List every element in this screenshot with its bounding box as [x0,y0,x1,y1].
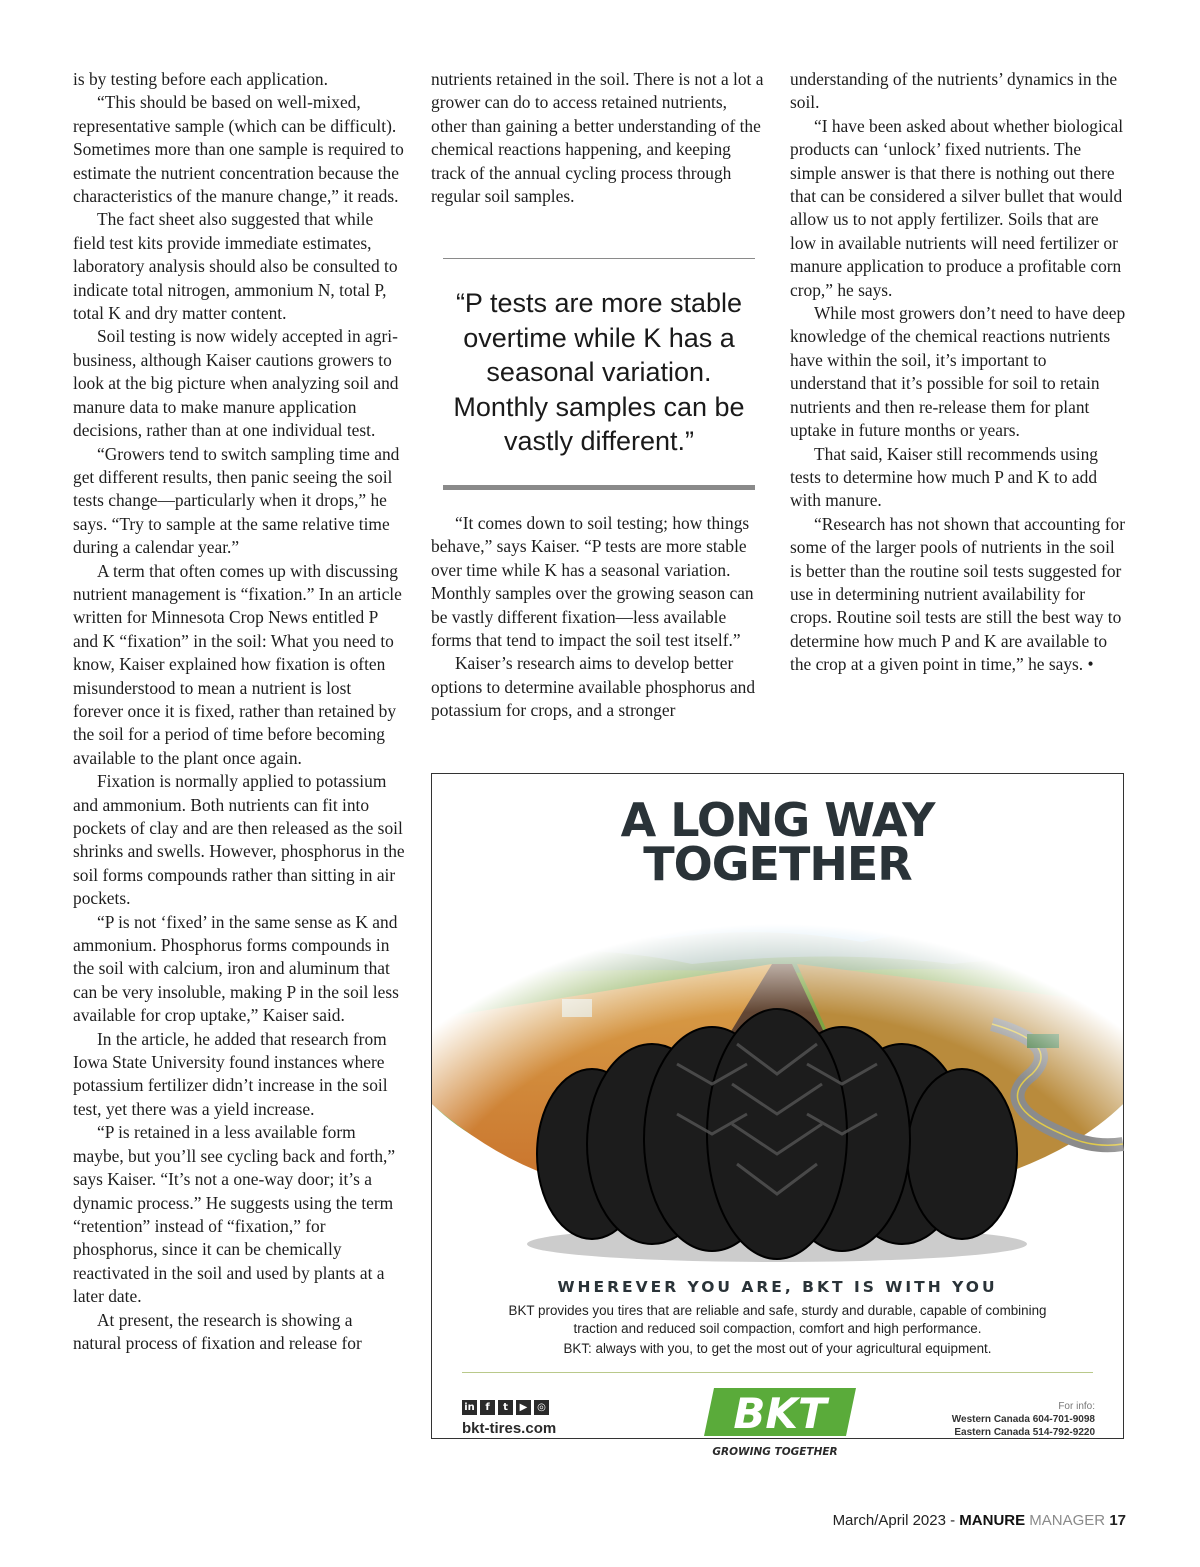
article-column-2-top [431,68,767,208]
issue-date: March/April 2023 - [832,1512,960,1529]
paragraph: While most growers don’t need to have deep knowledge of the chemical reactions nutrients have within the soil, it’s important to understand that it’s possible for soil to retain nutrients and then re-release them for plant uptake in future months or years. [790,303,1126,441]
paragraph: A term that often comes up with discussing nutrient management is “fixation.” In an article written for Minnesota Crop News entitled P and K “fixation” in the soil: What you need to know, Kaiser explained how fixation is often misunderstood to mean a nutrient is lost forever once it is fixed, rather than retained by the soil for a period of time before becoming available to the plant once again. [73,560,402,768]
ad-description-2: BKT: always with you, to get the most out of your agricultural equipment. [563,1341,992,1356]
website-link[interactable]: bkt-tires.com [462,1420,557,1437]
paragraph: At present, the research is showing a natural process of fixation and release for [73,1309,362,1353]
paragraph: Fixation is normally applied to potassium and ammonium. Both nutrients can fit into pockets of clay and are then released as the soil shrinks and swells. However, phosphorus in the soil forms compounds rather than sitting in air pockets. [73,771,405,909]
bkt-advertisement[interactable] [431,773,1124,1458]
page-number: 17 [1109,1512,1126,1529]
paragraph: Soil testing is now widely accepted in agri-business, although Kaiser cautions growers to look at the big picture when analyzing soil and manure data to make manure application decisions, rather than at one individual test. [73,326,399,441]
article-column-1 [73,68,405,1355]
paragraph: understanding of the nutrients’ dynamics in the soil. [790,69,1118,113]
logo-tagline: GROWING TOGETHER [712,1446,838,1458]
ad-description: BKT provides you tires that are reliable and safe, sturdy and durable, capable of combining traction and reduced soil compaction, comfort and high performance. [508,1303,1047,1336]
eastern-canada-phone: Eastern Canada 514-792-9220 [954,1427,1095,1438]
paragraph: nutrients retained in the soil. There is not a lot a grower can do to access retained nutrients, other than gaining a better understanding of the chemical reactions happening, and keeping track of the annual cycling process through regular soil samples. [431,69,764,207]
ad-headline [432,793,1123,891]
paragraph: is by testing before each application. [73,69,328,89]
paragraph: “Research has not shown that accounting for some of the larger pools of nutrients in the soil is better than the routine soil tests suggested for use in determining nutrient availability for crops. Routine soil tests are still the best way to determine how much P and K are available to the crop at a given point in time,” he says. • [790,513,1126,675]
twitter-icon[interactable]: t [498,1400,513,1415]
paragraph: “This should be based on well-mixed, representative sample (which can be difficult). Sometimes more than one sample is required to estimate the nutrient concentration because the characteristics of the manure change,” it reads. [73,92,404,207]
page-footer [833,1512,1126,1529]
pull-quote-top-rule [443,258,755,259]
paragraph: “P is not ‘fixed’ in the same sense as K and ammonium. Phosphorus forms compounds in the soil with calcium, iron and aluminum that can be very insoluble, making P in the soil less available for crop uptake,” Kaiser said. [73,911,399,1026]
article-column-2-bottom [431,512,767,723]
info-label: For info: [1058,1401,1095,1412]
youtube-icon[interactable]: ▶ [516,1400,531,1415]
paragraph: That said, Kaiser still recommends using tests to determine how much P and K to add with manure. [790,443,1098,511]
contact-info [952,1400,1095,1439]
ad-tagline: WHEREVER YOU ARE, BKT IS WITH YOU [557,1278,998,1296]
paragraph: “It comes down to soil testing; how things behave,” says Kaiser. “P tests are more stable over time while K has a seasonal variation. Monthly samples over the growing season can be vastly different fixation—less available forms that tend to impact the soil test itself.” [431,513,754,651]
bkt-logo-text: BKT [733,1389,827,1438]
paragraph: “Growers tend to switch sampling time and get different results, then panic seeing the soil tests change—particularly when it drops,” he says. “Try to sample at the same relative time during a calendar year.” [73,443,400,558]
pull-quote-text: “P tests are more stable overtime while K has a seasonal variation. Monthly samples can be vastly different.” [453,288,745,456]
paragraph: In the article, he added that research from Iowa State University found instances where potassium fertilizer didn’t increase in the soil test, yet there was a yield increase. [73,1028,388,1119]
magazine-brand: MANURE [959,1512,1026,1529]
magazine-manager: MANAGER [1025,1512,1110,1529]
facebook-icon[interactable]: f [480,1400,495,1415]
social-icons [462,1400,549,1415]
paragraph: “P is retained in a less available form maybe, but you’ll see cycling back and forth,” says Kaiser. “It’s not a one-way door; it’s a dynamic process.” He suggests using the term “retention” instead of “fixation,” for phosphorus, since it can be chemically reactivated in the soil and used by plants at a later date. [73,1122,396,1307]
ad-headline-line-2: TOGETHER [643,837,912,891]
paragraph: The fact sheet also suggested that while field test kits provide immediate estimates, laboratory analysis should also be consulted to indicate total nitrogen, ammonium N, total P, total K and dry matter content. [73,209,398,324]
pull-quote [443,258,755,490]
paragraph: “I have been asked about whether biological products can ‘unlock’ fixed nutrients. The simple answer is that there is nothing out there that can be considered a silver bullet that would allow us to not apply fertilizer. Soils that are low in available nutrients will need fertilizer or manure application to produce a profitable corn crop,” he says. [790,115,1124,300]
paragraph: Kaiser’s research aims to develop better options to determine available phosphorus and potassium for crops, and a stronger [431,653,756,721]
linkedin-icon[interactable]: in [462,1400,477,1415]
article-column-3 [790,68,1126,677]
western-canada-phone: Western Canada 604-701-9098 [951,1414,1095,1425]
bkt-logo[interactable] [700,1384,860,1440]
ad-headline-line-1: A LONG WAY [620,793,935,847]
ad-divider [462,1372,1093,1373]
instagram-icon[interactable]: ◎ [534,1400,549,1415]
pull-quote-bottom-rule [443,485,755,490]
